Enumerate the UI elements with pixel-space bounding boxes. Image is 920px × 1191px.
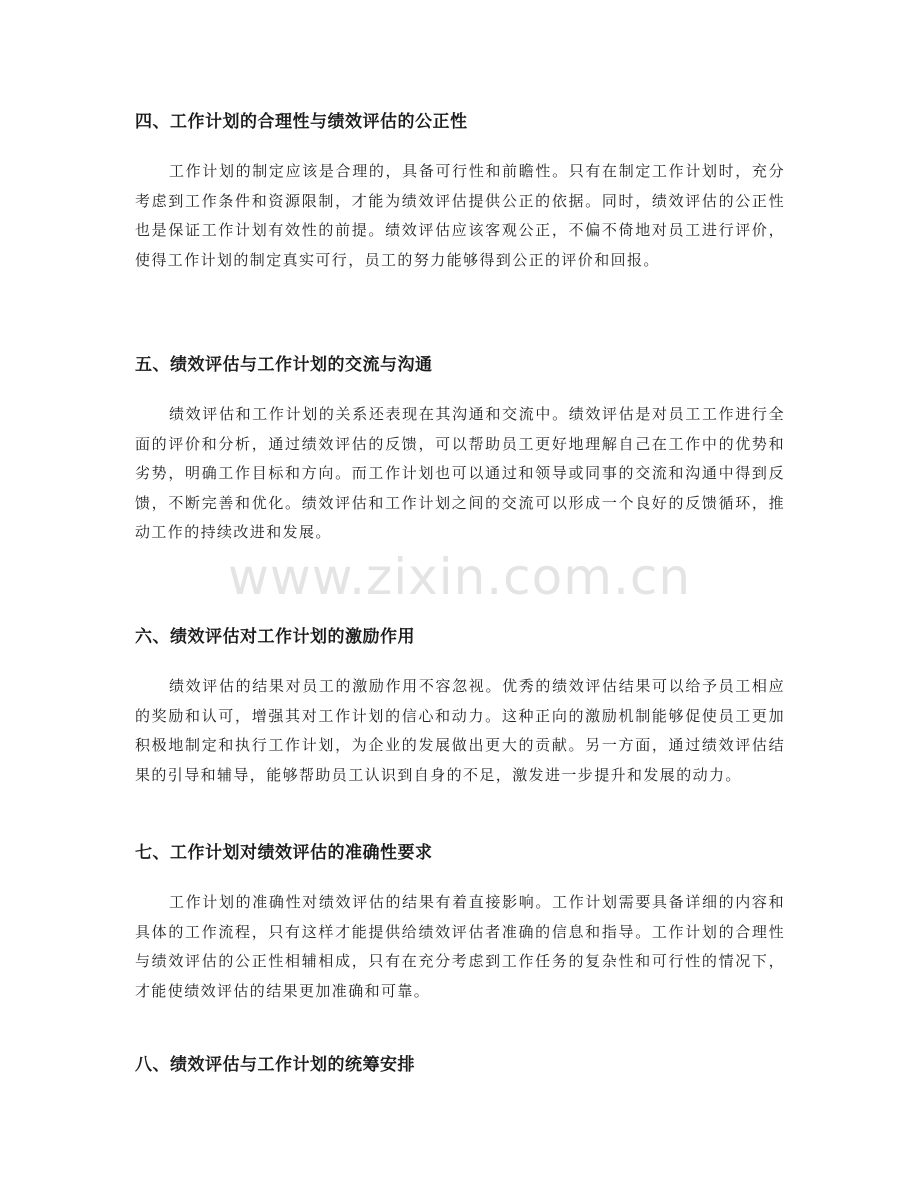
section-5: [135, 353, 785, 548]
section-heading: 八、绩效评估与工作计划的统筹安排: [135, 1055, 415, 1075]
watermark-text: www.zixin.com.cn: [228, 548, 692, 606]
section-8: [135, 1053, 785, 1077]
section-7: [135, 841, 785, 1006]
section-heading: 六、绩效评估对工作计划的激励作用: [135, 627, 415, 647]
section-paragraph: 绩效评估和工作计划的关系还表现在其沟通和交流中。绩效评估是对员工工作进行全面的评价和分析，通过绩效评估的反馈，可以帮助员工更好地理解自己在工作中的优势和劣势，明确工作目标和方向。而工作计划也可以通过和领导或同事的交流和沟通中得到反馈，不断完善和优化。绩效评估和工作计划之间的交流可以形成一个良好的反馈循环，推动工作的持续改进和发展。: [135, 405, 785, 541]
section-paragraph: 绩效评估的结果对员工的激励作用不容忽视。优秀的绩效评估结果可以给予员工相应的奖励和认可，增强其对工作计划的信心和动力。这种正向的激励机制能够促使员工更加积极地制定和执行工作计划，为企业的发展做出更大的贡献。另一方面，通过绩效评估结果的引导和辅导，能够帮助员工认识到自身的不足，激发进一步提升和发展的动力。: [135, 677, 785, 784]
section-paragraph: 工作计划的制定应该是合理的，具备可行性和前瞻性。只有在制定工作计划时，充分考虑到工作条件和资源限制，才能为绩效评估提供公正的依据。同时，绩效评估的公正性也是保证工作计划有效性的前提。绩效评估应该客观公正，不偏不倚地对员工进行评价，使得工作计划的制定真实可行，员工的努力能够得到公正的评价和回报。: [135, 162, 785, 269]
section-4: [135, 110, 785, 275]
section-6: [135, 625, 785, 790]
section-paragraph: 工作计划的准确性对绩效评估的结果有着直接影响。工作计划需要具备详细的内容和具体的工作流程，只有这样才能提供给绩效评估者准确的信息和指导。工作计划的合理性与绩效评估的公正性相辅相成，只有在充分考虑到工作任务的复杂性和可行性的情况下，才能使绩效评估的结果更加准确和可靠。: [135, 893, 785, 1000]
section-heading: 四、工作计划的合理性与绩效评估的公正性: [135, 112, 468, 132]
section-heading: 七、工作计划对绩效评估的准确性要求: [135, 843, 433, 863]
section-heading: 五、绩效评估与工作计划的交流与沟通: [135, 355, 433, 375]
